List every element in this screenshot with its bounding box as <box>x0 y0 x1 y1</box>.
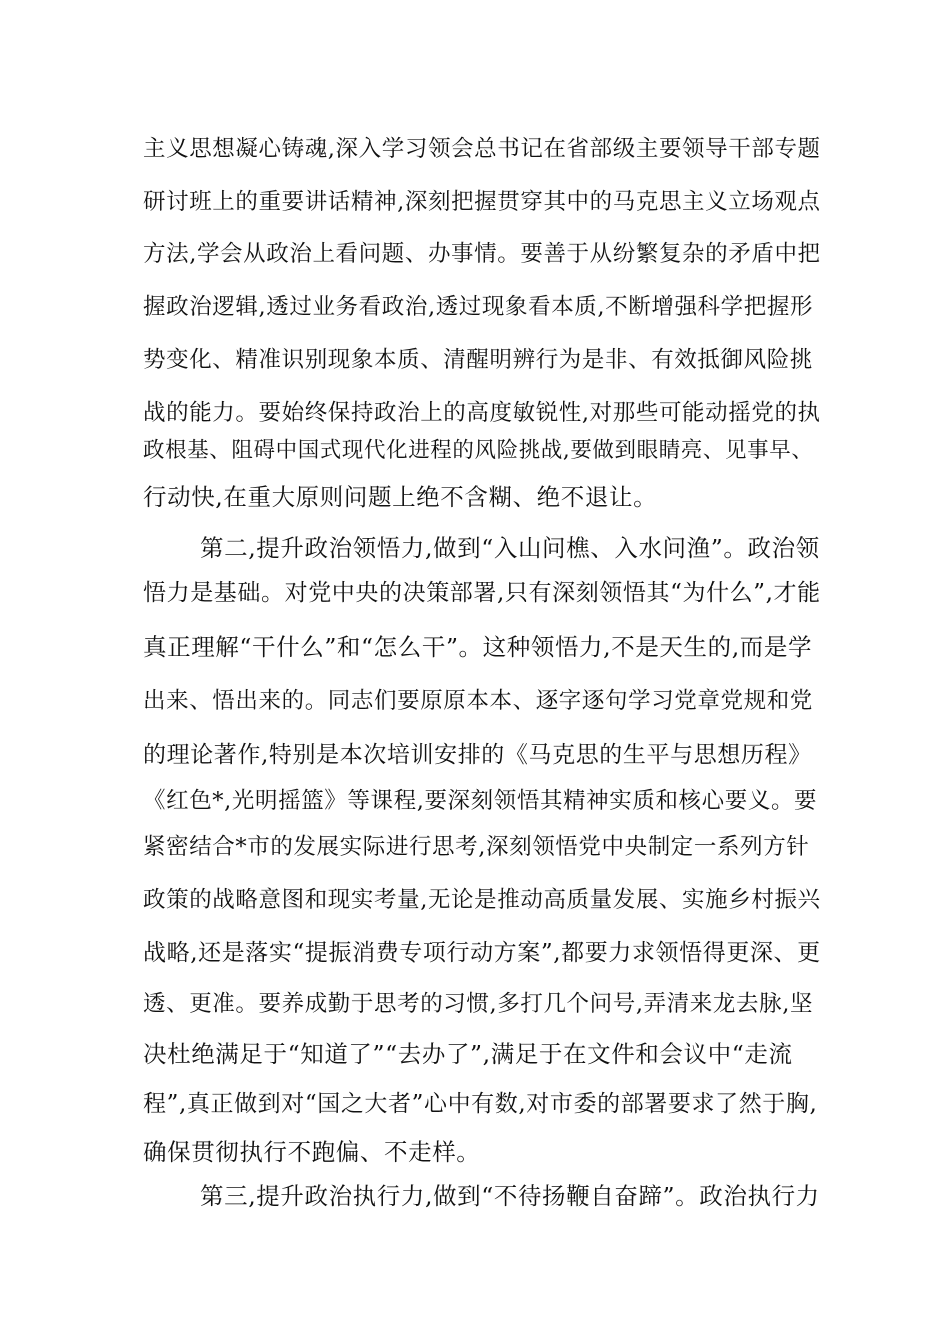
text-line: 决杜绝满足于“知道了”“去办了”,满足于在文件和会议中“走流 <box>143 1040 793 1068</box>
text-line: 政策的战略意图和现实考量,无论是推动高质量发展、实施乡村振兴 <box>143 887 821 913</box>
text-line: 程”,真正做到对“国之大者”心中有数,对市委的部署要求了然于胸, <box>143 1091 818 1117</box>
paragraph-first-line: 第二,提升政治领悟力,做到“入山问樵、入水问渔”。政治领 <box>200 534 820 562</box>
text-line: 紧密结合*市的发展实际进行思考,深刻领悟党中央制定一系列方针 <box>143 834 810 860</box>
text-line: 战略,还是落实“提振消费专项行动方案”,都要力求领悟得更深、更 <box>143 940 821 966</box>
text-line: 《红色*,光明摇篮》等课程,要深刻领悟其精神实质和核心要义。要 <box>143 788 818 814</box>
text-line: 战的能力。要始终保持政治上的高度敏锐性,对那些可能动摇党的执 <box>143 400 821 426</box>
text-line: 出来、悟出来的。同志们要原原本本、逐字逐句学习党章党规和党 <box>143 688 813 714</box>
text-line: 政根基、阻碍中国式现代化进程的风险挑战,要做到眼睛亮、见事早、 <box>143 438 814 463</box>
text-line: 行动快,在重大原则问题上绝不含糊、绝不退让。 <box>143 483 658 511</box>
text-line: 研讨班上的重要讲话精神,深刻把握贯穿其中的马克思主义立场观点 <box>143 189 821 215</box>
text-line: 的理论著作,特别是本次培训安排的《马克思的生平与思想历程》 <box>143 742 812 768</box>
text-line: 确保贯彻执行不跑偏、不走样。 <box>143 1138 481 1166</box>
text-line: 主义思想凝心铸魂,深入学习领会总书记在省部级主要领导干部专题 <box>143 136 821 162</box>
text-line: 势变化、精准识别现象本质、清醒明辨行为是非、有效抵御风险挑 <box>143 347 813 373</box>
text-line: 悟力是基础。对党中央的决策部署,只有深刻领悟其“为什么”,才能 <box>143 580 821 606</box>
text-line: 方法,学会从政治上看问题、办事情。要善于从纷繁复杂的矛盾中把 <box>143 241 821 267</box>
paragraph-first-line: 第三,提升政治执行力,做到“不待扬鞭自奋蹄”。政治执行力 <box>200 1182 820 1210</box>
text-line: 真正理解“干什么”和“怎么干”。这种领悟力,不是天生的,而是学 <box>143 633 813 661</box>
text-line: 透、更准。要养成勤于思考的习惯,多打几个问号,弄清来龙去脉,坚 <box>143 991 814 1017</box>
text-line: 握政治逻辑,透过业务看政治,透过现象看本质,不断增强科学把握形 <box>143 294 814 320</box>
